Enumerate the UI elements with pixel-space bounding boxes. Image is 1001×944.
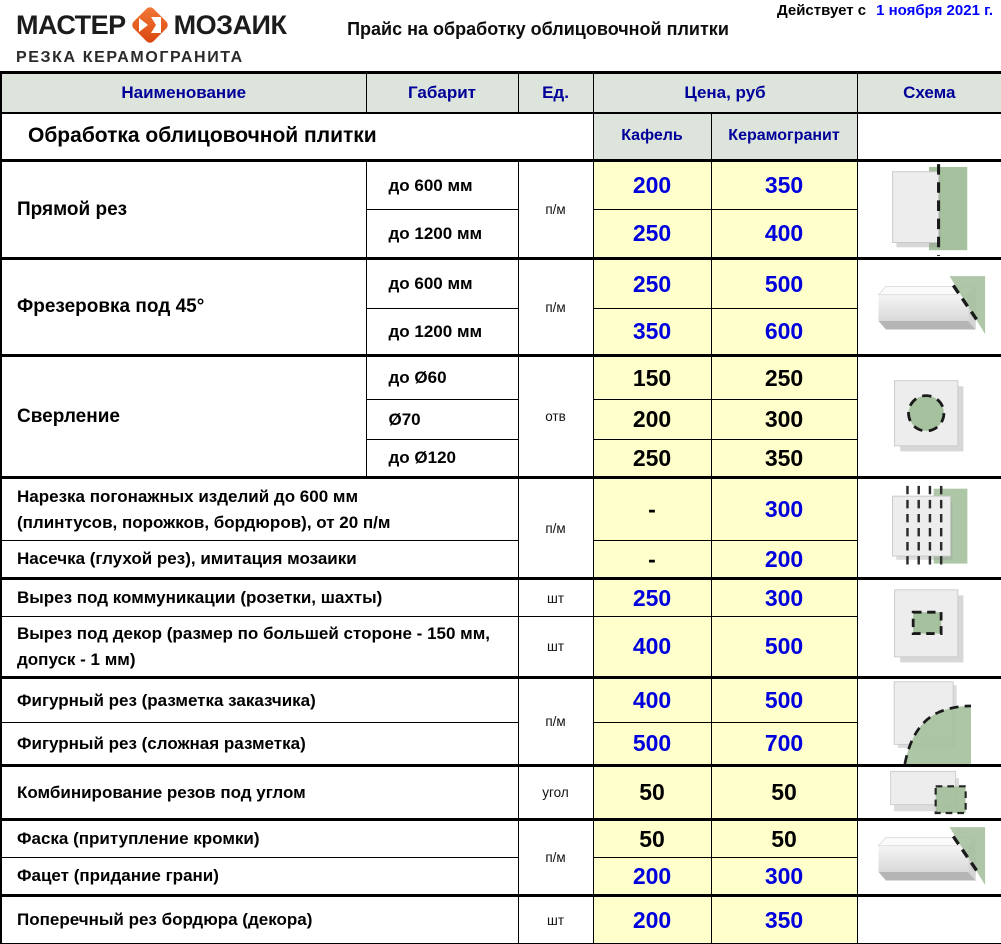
drill-hole-icon xyxy=(889,377,969,457)
price-kafel: 200 xyxy=(593,161,711,210)
row-unit: шт xyxy=(518,896,593,944)
price-keramogranit: 50 xyxy=(711,820,857,858)
section-title-row xyxy=(1,113,1001,161)
row-unit: п/м xyxy=(518,820,593,896)
page-title: Прайс на обработку облицовочной плитки xyxy=(347,19,729,39)
row-size: до Ø120 xyxy=(366,440,518,478)
col-header-scheme: Схема xyxy=(857,73,1001,113)
row-unit: отв xyxy=(518,356,593,478)
table-row xyxy=(1,259,1001,309)
row-size: до Ø60 xyxy=(366,356,518,400)
price-keramogranit: 500 xyxy=(711,678,857,723)
scheme-cell-empty xyxy=(857,113,1001,161)
scheme-cell xyxy=(857,161,1001,259)
row-unit: п/м xyxy=(518,259,593,356)
price-keramogranit: 500 xyxy=(711,617,857,678)
row-name-kombinirovanie: Комбинирование резов под углом xyxy=(1,766,518,820)
row-unit: угол xyxy=(518,766,593,820)
price-keramogranit: 350 xyxy=(711,161,857,210)
scheme-cell xyxy=(857,478,1001,579)
row-unit: п/м xyxy=(518,678,593,766)
logo-word-master: МАСТЕР xyxy=(16,9,126,40)
section-title: Обработка облицовочной плитки xyxy=(1,113,593,161)
col-header-price: Цена, руб xyxy=(593,73,857,113)
row-name-frezerovka: Фрезеровка под 45° xyxy=(1,259,366,356)
table-row xyxy=(1,356,1001,400)
row-name-figurny2: Фигурный рез (сложная разметка) xyxy=(1,723,518,766)
center-cutout-icon xyxy=(889,588,969,668)
logo-word-mozaik: МОЗАИК xyxy=(173,9,287,40)
row-unit: шт xyxy=(518,617,593,678)
scheme-cell xyxy=(857,579,1001,678)
row-name-nasechka: Насечка (глухой рез), имитация мозаики xyxy=(1,541,518,579)
price-keramogranit: 250 xyxy=(711,356,857,400)
validity-date: 1 ноября 2021 г. xyxy=(876,2,993,19)
table-row xyxy=(1,478,1001,541)
price-keramogranit: 50 xyxy=(711,766,857,820)
logo-subtitle: РЕЗКА КЕРАМОГРАНИТА xyxy=(16,49,244,66)
validity-prefix: Действует с xyxy=(776,2,867,19)
page-header xyxy=(0,0,1001,71)
row-size: до 1200 мм xyxy=(366,210,518,259)
price-kafel: - xyxy=(593,541,711,579)
col-header-size: Габарит xyxy=(366,73,518,113)
row-unit: п/м xyxy=(518,161,593,259)
table-row xyxy=(1,541,1001,579)
scheme-cell xyxy=(857,766,1001,820)
price-keramogranit: 200 xyxy=(711,541,857,579)
col-header-name: Наименование xyxy=(1,73,366,113)
price-keramogranit: 600 xyxy=(711,309,857,356)
price-keramogranit: 350 xyxy=(711,440,857,478)
subheader-kafel: Кафель xyxy=(593,113,711,161)
row-size: Ø70 xyxy=(366,400,518,440)
straight-cut-icon xyxy=(885,164,973,256)
scheme-cell xyxy=(857,356,1001,478)
price-kafel: 250 xyxy=(593,579,711,617)
edge-bevel-icon xyxy=(871,823,987,893)
row-name-figurny1: Фигурный рез (разметка заказчика) xyxy=(1,678,518,723)
price-kafel: 50 xyxy=(593,766,711,820)
price-kafel: 50 xyxy=(593,820,711,858)
row-name-poperechny: Поперечный рез бордюра (декора) xyxy=(1,896,518,944)
row-unit: шт xyxy=(518,579,593,617)
scheme-cell xyxy=(857,678,1001,766)
row-size: до 600 мм xyxy=(366,259,518,309)
table-row xyxy=(1,858,1001,896)
price-kafel: 250 xyxy=(593,210,711,259)
col-header-unit: Ед. xyxy=(518,73,593,113)
scheme-cell xyxy=(857,259,1001,356)
price-kafel: 350 xyxy=(593,309,711,356)
price-kafel: 500 xyxy=(593,723,711,766)
price-kafel: - xyxy=(593,478,711,541)
row-name-sverlenie: Сверление xyxy=(1,356,366,478)
table-row xyxy=(1,161,1001,210)
price-kafel: 150 xyxy=(593,356,711,400)
table-row xyxy=(1,617,1001,678)
row-name-vyrez-komm: Вырез под коммуникации (розетки, шахты) xyxy=(1,579,518,617)
price-keramogranit: 300 xyxy=(711,858,857,896)
validity-note xyxy=(777,2,993,19)
subheader-keramogranit: Керамогранит xyxy=(711,113,857,161)
table-row xyxy=(1,579,1001,617)
price-keramogranit: 300 xyxy=(711,400,857,440)
table-row xyxy=(1,678,1001,723)
corner-notch-icon xyxy=(880,768,978,818)
price-keramogranit: 300 xyxy=(711,478,857,541)
price-keramogranit: 700 xyxy=(711,723,857,766)
price-kafel: 400 xyxy=(593,617,711,678)
row-unit: п/м xyxy=(518,478,593,579)
multi-strip-cut-icon xyxy=(885,484,973,572)
scheme-cell xyxy=(857,820,1001,896)
price-kafel: 200 xyxy=(593,858,711,896)
scheme-cell-empty xyxy=(857,896,1001,944)
price-kafel: 400 xyxy=(593,678,711,723)
bevel-45-icon xyxy=(871,272,987,342)
row-name-narezka: Нарезка погонажных изделий до 600 мм (плинтусов, порожков, бордюров), от 20 п/м xyxy=(1,478,518,541)
table-row xyxy=(1,820,1001,858)
price-keramogranit: 300 xyxy=(711,579,857,617)
row-size: до 600 мм xyxy=(366,161,518,210)
price-keramogranit: 350 xyxy=(711,896,857,944)
price-keramogranit: 500 xyxy=(711,259,857,309)
price-kafel: 200 xyxy=(593,400,711,440)
price-kafel: 250 xyxy=(593,259,711,309)
row-name-vyrez-dekor: Вырез под декор (размер по большей стороне - 150 мм, допуск - 1 мм) xyxy=(1,617,518,678)
price-kafel: 250 xyxy=(593,440,711,478)
row-name-facet: Фацет (придание грани) xyxy=(1,858,518,896)
curved-cut-icon xyxy=(887,680,971,764)
company-logo xyxy=(16,4,286,67)
row-name-pryamoy: Прямой рез xyxy=(1,161,366,259)
table-row xyxy=(1,766,1001,820)
row-size: до 1200 мм xyxy=(366,309,518,356)
table-row xyxy=(1,723,1001,766)
table-row xyxy=(1,896,1001,944)
row-name-faska: Фаска (притупление кромки) xyxy=(1,820,518,858)
price-kafel: 200 xyxy=(593,896,711,944)
price-table xyxy=(0,71,1001,944)
price-keramogranit: 400 xyxy=(711,210,857,259)
table-header-row xyxy=(1,73,1001,113)
mosaic-diamond-icon xyxy=(129,4,171,46)
